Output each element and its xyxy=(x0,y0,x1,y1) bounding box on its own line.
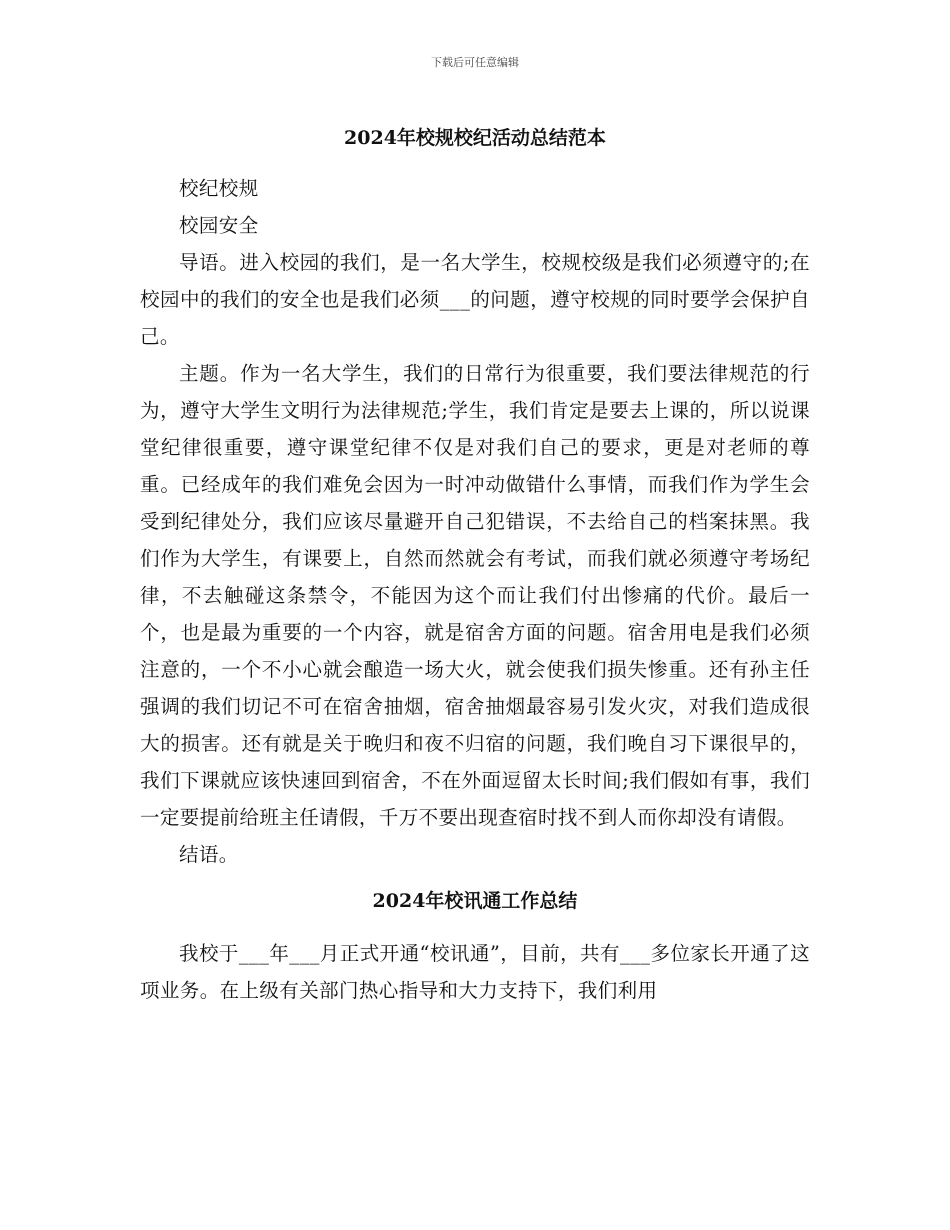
section-title: 2024年校讯通工作总结 xyxy=(372,890,578,912)
document-page xyxy=(140,122,810,1009)
paragraph: 校园安全 xyxy=(179,214,259,237)
paragraph: 我校于___年___月正式开通“校讯通”，目前，共有___多位家长开通了这项业务。在上级有关部门热心指导和大力支持下，我们利用 xyxy=(140,942,810,1002)
paragraph: 导语。进入校园的我们，是一名大学生，校规校级是我们必须遵守的;在校园中的我们的安全也是我们必须___的问题，遵守校规的同时要学会保护自己。 xyxy=(140,251,810,348)
paragraph: 主题。作为一名大学生，我们的日常行为很重要，我们要法律规范的行为，遵守大学生文明行为法律规范;学生，我们肯定是要去上课的，所以说课堂纪律很重要，遵守课堂纪律不仅是对我们自己的要求，更是对老师的尊重。已经成年的我们难免会因为一时冲动做错什么事情，而我们作为学生会受到纪律处分，我们应该尽量避开自己犯错误，不去给自己的档案抹黑。我们作为大学生，有课要上，自然而然就会有考试，而我们就必须遵守考场纪律，不去触碰这条禁令，不能因为这个而让我们付出惨痛的代价。最后一个，也是最为重要的一个内容，就是宿舍方面的问题。宿舍用电是我们必须注意的，一个不小心就会酿造一场大火，就会使我们损失惨重。还有孙主任强调的我们切记不可在宿舍抽烟，宿舍抽烟最容易引发火灾，对我们造成很大的损害。还有就是关于晚归和夜不归宿的问题，我们晚自习下课很早的，我们下课就应该快速回到宿舍，不在外面逗留太长时间;我们假如有事，我们一定要提前给班主任请假，千万不要出现查宿时找不到人而你却没有请假。 xyxy=(140,362,810,829)
paragraph: 结语。 xyxy=(179,843,239,866)
paragraph: 校纪校规 xyxy=(179,177,259,200)
header-note: 下载后可任意编辑 xyxy=(431,56,519,69)
document-title: 2024年校规校纪活动总结范本 xyxy=(344,127,606,149)
